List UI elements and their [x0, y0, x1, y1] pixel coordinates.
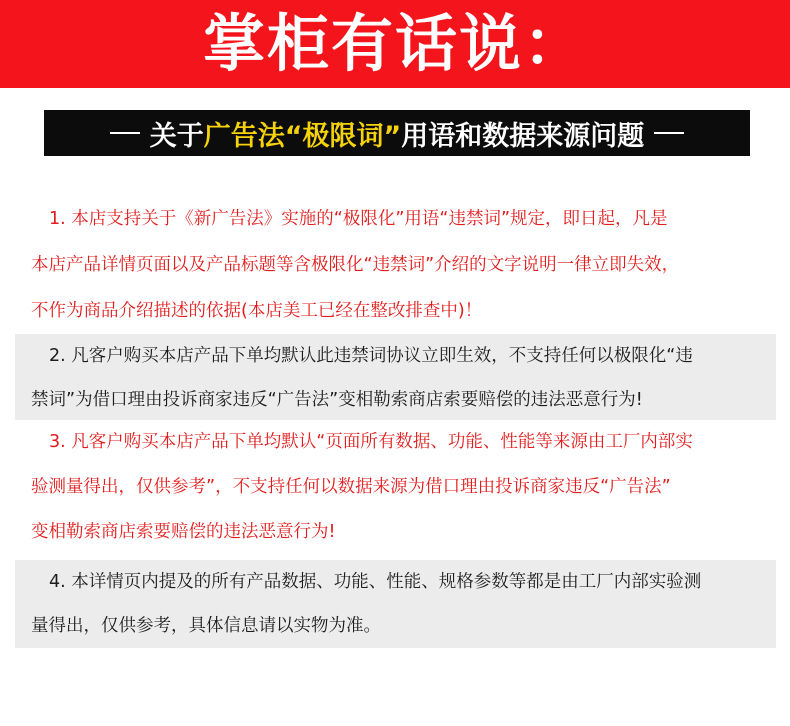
paragraph-line: 3. 凡客户购买本店产品下单均默认“页面所有数据、功能、性能等来源由工厂内部实 [49, 432, 693, 452]
paragraph-line: 禁词”为借口理由投诉商家违反“广告法”变相勒索商店索要赔偿的违法恶意行为! [31, 390, 643, 410]
paragraph-line: 不作为商品介绍描述的依据(本店美工已经在整改排查中)！ [31, 301, 483, 321]
paragraph-line: 2. 凡客户购买本店产品下单均默认此违禁词协议立即生效，不支持任何以极限化“违 [49, 346, 693, 366]
left-dash-decoration [110, 132, 140, 134]
subtitle-bar [44, 110, 750, 156]
page-title: 掌柜有话说： [202, 7, 587, 80]
notice-paragraph-4 [15, 560, 776, 648]
notice-paragraph-2 [15, 334, 776, 422]
paragraph-line: 验测量得出，仅供参考”，不支持任何以数据来源为借口理由投诉商家违反“广告法” [31, 477, 671, 497]
paragraph-line: 变相勒索商店索要赔偿的违法恶意行为! [31, 522, 336, 542]
paragraph-line: 1. 本店支持关于《新广告法》实施的“极限化”用语“违禁词”规定，即日起，凡是 [49, 209, 668, 229]
paragraph-line: 量得出，仅供参考，具体信息请以实物为准。 [31, 616, 381, 636]
subtitle-post: 用语和数据来源问题 [401, 120, 645, 152]
subtitle-pre: 关于 [149, 120, 204, 152]
paragraph-line: 本店产品详情页面以及产品标题等含极限化“违禁词”介绍的文字说明一律立即失效， [31, 255, 680, 275]
subtitle-highlight: 广告法“极限词” [203, 120, 402, 152]
paragraph-line: 4. 本详情页内提及的所有产品数据、功能、性能、规格参数等都是由工厂内部实验测 [49, 572, 702, 592]
notice-paragraph-3 [15, 420, 776, 555]
right-dash-decoration [654, 132, 684, 134]
notice-paragraph-1 [15, 196, 776, 334]
header-banner [0, 0, 790, 88]
